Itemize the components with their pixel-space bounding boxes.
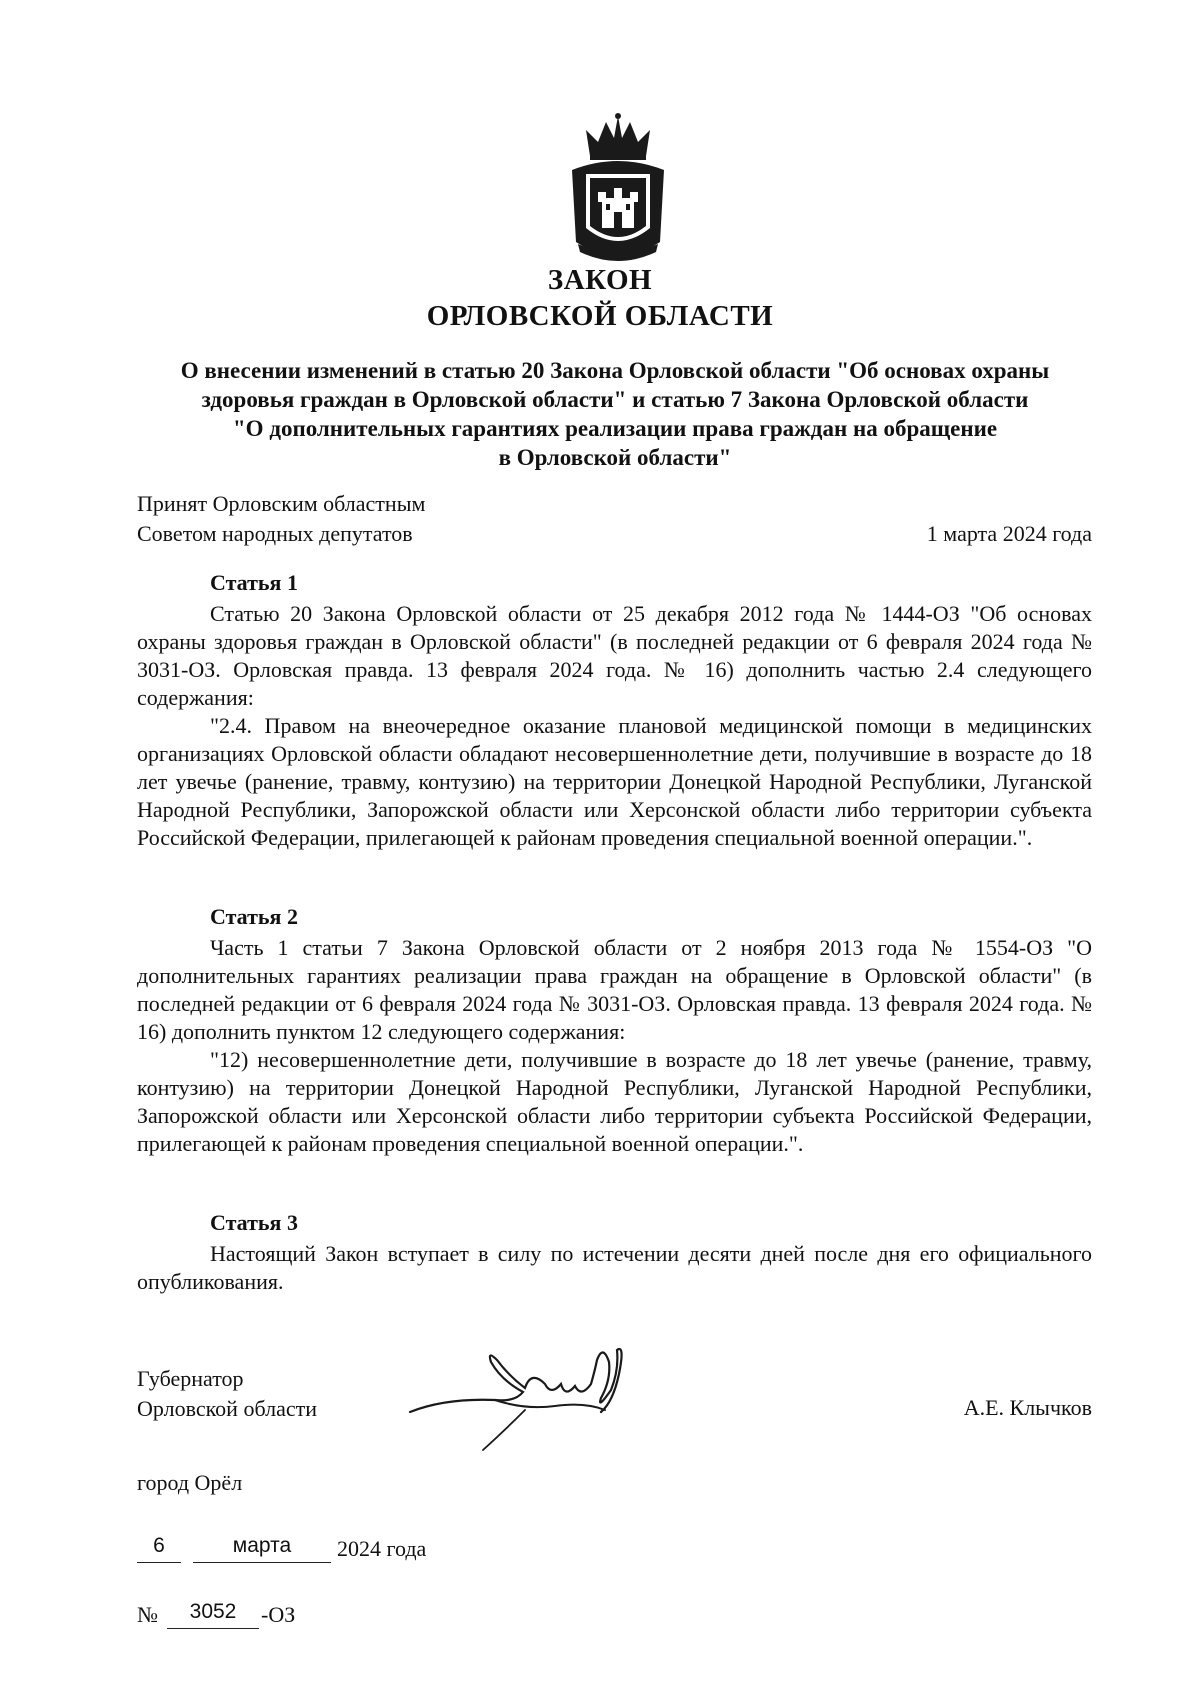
signing-month: марта — [193, 1534, 331, 1563]
coat-of-arms-icon — [568, 112, 668, 270]
article-2-paragraph-1: Часть 1 статьи 7 Закона Орловской области от 2 ноября 2013 года № 1554-ОЗ "О дополнительных гарантиях реализации права граждан на обращение в Орловской области" (в последней редакции от 6 февраля 2024 года № 3031-ОЗ. Орловская правда. 13 февраля 2024 года. № 16) дополнить пунктом 12 следующего содержания: — [137, 935, 1092, 1044]
article-2-title: Статья 2 — [210, 904, 298, 929]
adoption-body — [137, 489, 425, 549]
law-region-title: ОРЛОВСКОЙ ОБЛАСТИ — [426, 300, 774, 332]
law-number-suffix: -ОЗ — [261, 1602, 296, 1627]
article-1-title: Статья 1 — [210, 570, 298, 595]
article-2-paragraph-2: "12) несовершеннолетние дети, получившие в возрасте до 18 лет увечье (ранение, травму, контузию) на территории Донецкой Народной Республики, Луганской Народной Республики, Запорожской области или Херсонской области либо территории субъекта Российской Федерации, прилегающей к районам проведения специальной военной операции.". — [137, 1047, 1092, 1156]
subject-line: здоровья граждан в Орловской области" и статью 7 Закона Орловской области — [201, 387, 1029, 412]
article-1-paragraph-1: Статью 20 Закона Орловской области от 25 декабря 2012 года № 1444-ОЗ "Об основах охраны здоровья граждан в Орловской области" (в последней редакции от 6 февраля 2024 года № 3031-ОЗ. Орловская правда. 13 февраля 2024 года. № 16) дополнить частью 2.4 следующего содержания: — [137, 601, 1092, 710]
city: город Орёл — [137, 1470, 243, 1495]
article-3-title: Статья 3 — [210, 1210, 298, 1235]
article-1-paragraph-2: "2.4. Правом на внеочередное оказание плановой медицинской помощи в медицинских организациях Орловской области обладают несовершеннолетние дети, получившие в возрасте до 18 лет увечье (ранение, травму, контузию) на территории Донецкой Народной Республики, Луганской Народной Республики, Запорожской области или Херсонской области либо территории субъекта Российской Федерации, прилегающей к районам проведения специальной военной операции.". — [137, 713, 1092, 850]
subject-line: в Орловской области" — [498, 445, 732, 470]
law-title: ЗАКОН — [547, 264, 653, 296]
subject-line: О внесении изменений в статью 20 Закона Орловской области "Об основах охраны — [180, 358, 1050, 383]
adoption-date: 1 марта 2024 года — [926, 521, 1092, 546]
subject-line: "О дополнительных гарантиях реализации права граждан на обращение — [232, 416, 998, 441]
signing-year: 2024 года — [337, 1536, 427, 1561]
adoption-line: Принят Орловским областным — [137, 491, 426, 516]
signatory-name: А.Е. Клычков — [963, 1395, 1092, 1420]
signing-date — [137, 1536, 537, 1566]
number-sign: № — [137, 1602, 158, 1627]
law-number — [137, 1602, 437, 1632]
handwritten-signature — [405, 1340, 650, 1460]
signatory-position — [137, 1364, 317, 1424]
law-subject — [150, 356, 1080, 472]
signatory-position-line: Орловской области — [137, 1396, 317, 1421]
article-3-paragraph-1: Настоящий Закон вступает в силу по истечении десяти дней после дня его официального опубликования. — [137, 1241, 1092, 1294]
signing-day: 6 — [137, 1534, 181, 1563]
law-number-value: 3052 — [167, 1600, 259, 1629]
signatory-position-line: Губернатор — [137, 1366, 244, 1391]
adoption-line: Советом народных депутатов — [137, 521, 413, 546]
